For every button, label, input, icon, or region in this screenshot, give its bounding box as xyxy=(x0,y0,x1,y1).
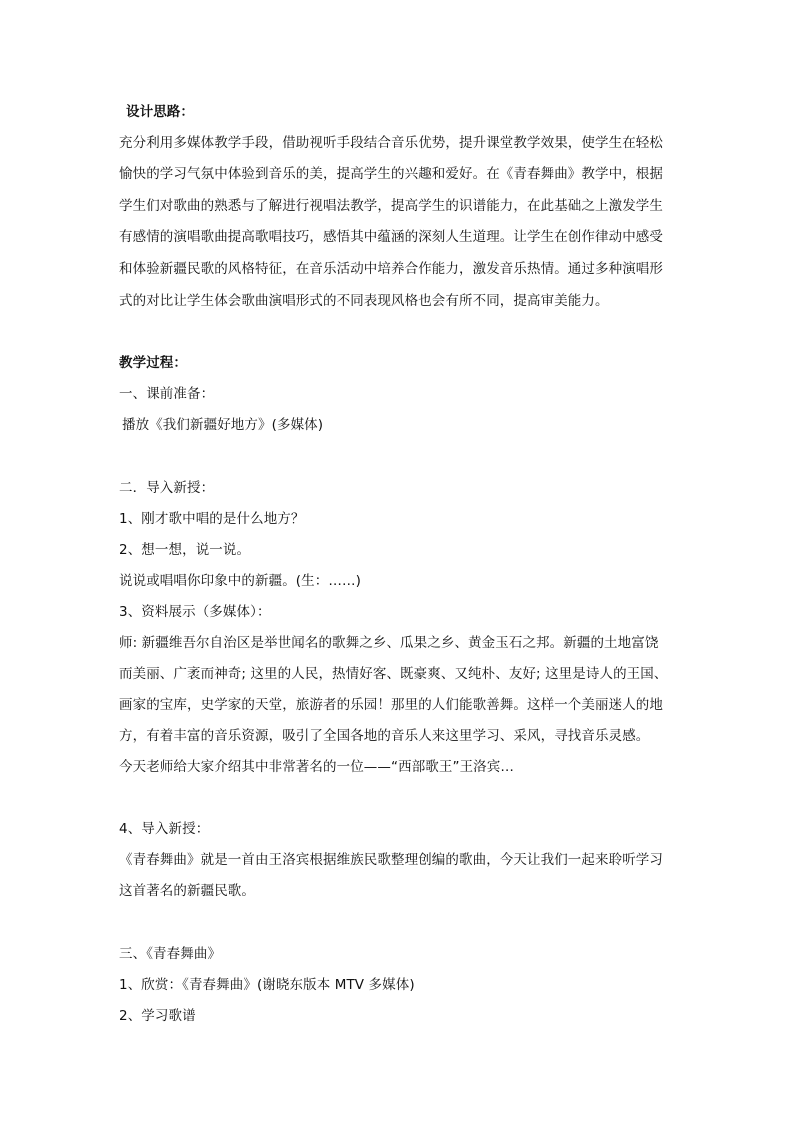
design-heading: 设计思路： xyxy=(126,104,194,120)
teacher-line: 而美丽、广袤而神奇; 这里的人民，热情好客、既豪爽、又纯朴、友好; 这里是诗人的王国、 xyxy=(119,666,668,682)
section-3-item-2: 2、学习歌谱 xyxy=(119,1008,196,1024)
question-4: 4、导入新授： xyxy=(119,821,210,837)
teacher-line: 师: 新疆维吾尔自治区是举世闻名的歌舞之乡、瓜果之乡、黄金玉石之邦。新疆的土地富饶 xyxy=(119,635,659,651)
design-line: 学生们对歌曲的熟悉与了解进行视唱法教学，提高学生的识谱能力，在此基础之上激发学生 xyxy=(119,198,663,214)
question-1: 1、刚才歌中唱的是什么地方？ xyxy=(119,511,305,527)
intro-line: 这首著名的新疆民歌。 xyxy=(119,883,255,899)
intro-title: 二．导入新授： xyxy=(119,480,215,496)
design-line: 愉快的学习气氛中体验到音乐的美，提高学生的兴趣和爱好。在《青春舞曲》教学中，根据 xyxy=(119,166,663,182)
design-line: 和体验新疆民歌的风格特征，在音乐活动中培养合作能力，激发音乐热情。通过多种演唱形 xyxy=(119,261,663,277)
intro-line: 《青春舞曲》就是一首由王洛宾根据维族民歌整理创编的歌曲，今天让我们一起来聆听学习 xyxy=(119,852,663,868)
prep-title: 一、课前准备： xyxy=(119,386,215,402)
teacher-line: 今天老师给大家介绍其中非常著名的一位——“西部歌王”王洛宾… xyxy=(119,759,514,775)
question-2-detail: 说说或唱唱你印象中的新疆。(生：……) xyxy=(119,573,361,589)
section-3-item-1: 1、欣赏：《青春舞曲》(谢晓东版本 MTV 多媒体) xyxy=(119,977,415,993)
design-line: 充分利用多媒体教学手段，借助视听手段结合音乐优势，提升课堂教学效果，使学生在轻松 xyxy=(119,135,663,151)
teacher-line: 方，有着丰富的音乐资源，吸引了全国各地的音乐人来这里学习、采风，寻找音乐灵感。 xyxy=(119,728,650,744)
design-line: 有感情的演唱歌曲提高歌唱技巧，感悟其中蕴涵的深刻人生道理。让学生在创作律动中感受 xyxy=(119,229,663,245)
question-2: 2、想一想，说一说。 xyxy=(119,542,251,558)
design-line: 式的对比让学生体会歌曲演唱形式的不同表现风格也会有所不同，提高审美能力。 xyxy=(119,293,609,309)
prep-item: 播放《我们新疆好地方》(多媒体) xyxy=(122,417,324,433)
teacher-line: 画家的宝库，史学家的天堂，旅游者的乐园！那里的人们能歌善舞。这样一个美丽迷人的地 xyxy=(119,697,663,713)
question-3: 3、资料展示（多媒体）： xyxy=(119,604,271,620)
process-heading: 教学过程： xyxy=(119,355,187,371)
section-3-title: 三、《青春舞曲》 xyxy=(119,946,222,962)
